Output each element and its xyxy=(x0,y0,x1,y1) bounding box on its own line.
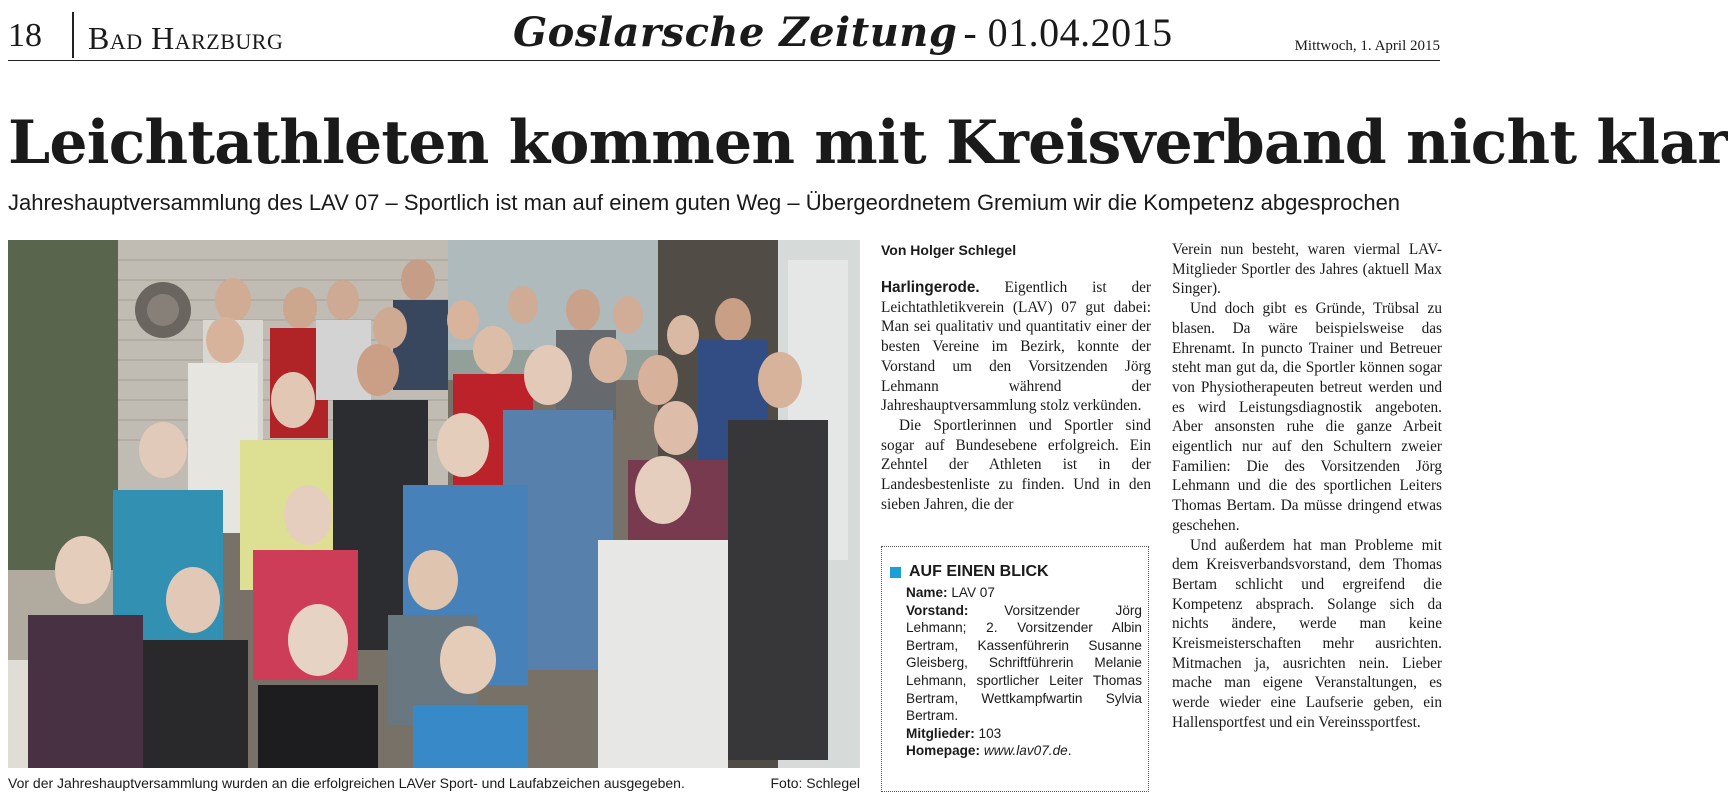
info-members xyxy=(906,725,1142,743)
paragraph-text: Die Sportlerinnen und Sportler sind sogar auf Bundesebene erfolgreich. Ein Zehntel der Athleten ist in der Landesbestenliste zu finden. Und in den sieben Jahren, die der xyxy=(881,416,1151,513)
masthead xyxy=(513,10,1173,56)
headline: Leichtathleten kommen mit Kreisverband nicht klar xyxy=(8,108,1728,178)
info-name xyxy=(906,584,1142,602)
info-board xyxy=(906,602,1142,725)
masthead-date: - 01.04.2015 xyxy=(963,10,1173,55)
subheadline: Jahreshauptversammlung des LAV 07 – Sportlich ist man auf einem guten Weg – Übergeordnetem Gremium wir die Kompetenz abgesprochen xyxy=(8,190,1401,215)
square-icon xyxy=(890,567,901,578)
article-paragraph xyxy=(1172,299,1442,535)
info-box-title-text: AUF EINEN BLICK xyxy=(909,563,1049,580)
article-paragraph xyxy=(1172,536,1442,733)
page-number: 18 xyxy=(8,17,42,54)
issue-date: Mittwoch, 1. April 2015 xyxy=(1294,38,1440,54)
article-column-2 xyxy=(1172,240,1442,733)
photo-caption xyxy=(8,772,860,794)
info-value: LAV 07 xyxy=(951,585,995,600)
paragraph-text: Und außerdem hat man Probleme mit dem Kreisverbandsvorstand, dem Thomas Bertam schlicht und ergreifend die Kompetenz absprach. Solange sich da nichts ändere, werde man keine Kreismeisterschaften mehr ausrichten. Mitmachen ja, ausrichten nein. Lieber mache man eigene Veranstaltungen, es werde wieder eine Laufserie geben, ein Hallensportfest und ein Vereinssportfest. xyxy=(1172,536,1442,731)
info-label: Name: xyxy=(906,585,948,600)
info-box-title xyxy=(890,561,1142,583)
section-title: Bad Harzburg xyxy=(88,20,284,56)
info-label: Mitglieder: xyxy=(906,725,975,741)
header-divider xyxy=(72,12,74,58)
page-header xyxy=(8,8,1440,61)
masthead-name: Goslarsche Zeitung xyxy=(513,9,958,56)
group-photo xyxy=(8,240,860,768)
info-label: Homepage: xyxy=(906,743,981,759)
info-value: 103 xyxy=(978,725,1002,741)
info-homepage xyxy=(906,742,1142,760)
article-paragraph xyxy=(881,278,1151,416)
info-label: Vorstand: xyxy=(906,602,969,618)
photo-credit: Foto: Schlegel xyxy=(770,775,860,791)
paragraph-text: Verein nun besteht, waren viermal LAV-Mitglieder Sportler des Jahres (aktuell Max Singer). xyxy=(1172,241,1442,298)
dateline: Harlingerode. xyxy=(881,279,980,296)
byline: Von Holger Schlegel xyxy=(881,242,1017,258)
paragraph-text: Eigentlich ist der Leichtathletikverein (LAV) 07 gut dabei: Man sei qualitativ und quantitativ einer der besten Vereine im Bezirk, konnte der Vorstand um den Vorsitzenden Jörg Lehmann während der Jahreshauptversammlung stolz verkünden. xyxy=(881,279,1151,415)
article-paragraph xyxy=(881,416,1151,515)
info-value: Vorsitzender Jörg Lehmann; 2. Vorsitzender Albin Bertram, Kassenführerin Susanne Gleisberg, Schriftführerin Melanie Lehmann, sportlicher Leiter Thomas Bertram, Wettkampfwartin Sylvia Bertram. xyxy=(906,602,1142,724)
homepage-link[interactable]: www.lav07.de xyxy=(983,743,1068,759)
info-suffix: . xyxy=(1067,743,1072,759)
article-column-1 xyxy=(881,240,1151,514)
info-box xyxy=(881,546,1149,792)
caption-text: Vor der Jahreshauptversammlung wurden an die erfolgreichen LAVer Sport- und Laufabzeichen ausgegeben. xyxy=(8,775,685,791)
article-paragraph xyxy=(1172,240,1442,299)
paragraph-text: Und doch gibt es Gründe, Trübsal zu blasen. Da wäre beispielsweise das Ehrenamt. In puncto Trainer und Betreuer steht man gut da, die Sportler können sogar von Physiotherapeuten betreut werden und es wird Leistungsdiagnostik angeboten. Aber ansonsten ruhe die ganze Arbeit eigentlich nur auf den Schultern zweier Familien: Die des Vorsitzenden Jörg Lehmann und die des sportlichen Leiters Thomas Bertam. Da müsse dringend etwas geschehen. xyxy=(1172,300,1442,534)
